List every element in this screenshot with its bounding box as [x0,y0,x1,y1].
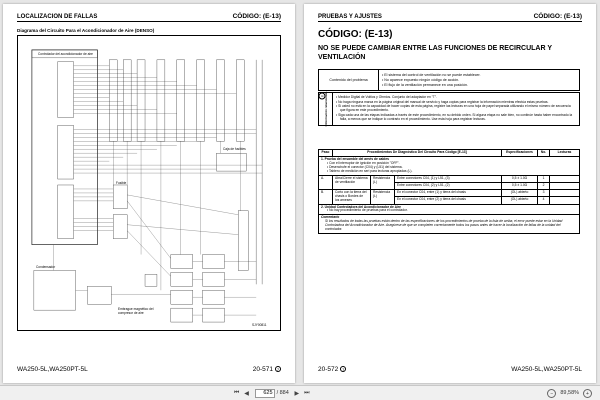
info-icon: i [319,93,326,100]
cell-spec: 0,5 ± 1.0Ω [502,175,538,182]
table-row [319,156,580,175]
table-row [319,215,580,234]
page-left [3,4,295,383]
cell-proc: Abra/Cierre el sistema de ventilación [333,175,371,189]
cell-no: 3 [538,189,550,196]
comment-cell [319,215,580,234]
cell-sub: Resistencia (L) [371,175,395,189]
header-code: CÓDIGO: (E-13) [232,13,281,20]
clutch-label: Embrague magnético del compresor de aire [118,307,154,315]
revision-mark-icon: 7 [276,367,280,373]
step-item: • No hay procedimiento de pruebas para el controlador. [327,208,408,213]
cell-detail: En el conector C04, entre (1) y tierra del chasis [395,189,502,196]
col-header: Procedimientos De Diagnóstico Del Circuito Para Código [E-13] [333,150,502,157]
cell-reading[interactable] [550,182,580,189]
zoom-level[interactable]: 89,58% [560,390,580,396]
problem-item: • No aparece expuesto ningún código de acción. [382,78,460,82]
step1-cell [319,156,580,175]
table-row [319,204,580,215]
info-item: • Si usted no está en la capacidad de hacer copias de esta página, registre las lecturas en una hoja de papel separada utilizando el mismo número de secuencia que figura en este procedimiento. [336,104,571,113]
zoom-out-icon[interactable]: − [547,389,556,398]
step2-cell [319,204,580,215]
footer-page-text: 20-572 [318,366,339,373]
header-section: LOCALIZACION DE FALLAS [17,14,98,20]
info-item: • Medidor Digital de Voltios y Ohmios. Conjunto del adaptador en "T". [336,94,437,99]
problem-items [379,70,579,90]
footer-page-number [318,366,346,373]
next-page-button[interactable]: ▶ [294,390,300,397]
cell-spec: 0,5 ± 1.0Ω [502,182,538,189]
zoom-in-icon[interactable]: + [583,389,592,398]
footer-page-number [253,366,281,373]
prev-page-button[interactable]: ◀ [244,390,249,397]
step-item: • Con el interruptor de ignición en posición "OFF". [327,160,400,165]
page-right [304,4,596,383]
page-header [17,12,281,22]
info-table [318,92,580,126]
info-side-label: Información relacionada [323,91,328,127]
controller-label: Controlador del acondicionador de aire [38,52,93,56]
last-page-button[interactable]: ⏭ [304,389,310,396]
comment-text: Si los resultados de todas las pruebas están dentro de las especificaciones de los procedimientos de prueba de la lista de arriba, el error puede estar en la Unidad Controladora del Acondicionador de Aire. Asegúrese de que se completen correctamente todos los pasos antes de hacer la localización de fallas de la unidad del controlador. [325,219,563,232]
procedure-table [318,149,580,234]
fuse-box-label: Caja de fusibles [223,147,246,151]
info-item: • No haga ninguna marca en la página original del manual de servicio y haga copias para registrar la información mientras efectúa estas pruebas. [336,99,549,104]
diagram-title: Diagrama del Circuito Para el Acondicionador de Aire (DENSO) [17,28,155,33]
table-header-row [319,150,580,157]
fault-code-title: CÓDIGO: (E-13) [318,29,393,40]
page-footer [17,366,281,373]
footer-model: WA250-5L,WA250PT-5L [511,366,582,373]
cell-reading[interactable] [550,189,580,196]
problem-table [318,69,580,91]
comment-label: Comentario [321,215,340,220]
cell-reading[interactable] [550,175,580,182]
fault-description: NO SE PUEDE CAMBIAR ENTRE LAS FUNCIONES DE RECIRCULAR Y VENTILACIÓN [318,45,552,62]
page-number-input[interactable] [255,389,275,398]
viewer-toolbar [0,385,600,400]
info-side [319,93,333,125]
info-item: • Siga cada una de las etapas indicadas a través de este procedimiento, en su debido orden. Si alguna etapa no sale bien, no continúe hasta haber encontrado la falla, a menos que se indique lo contrario en el procedimiento. Use esta hoja para registrar lecturas. [336,113,573,121]
cell-proc: Corto con la tierra del chasis o Bordes de los arneses [333,189,371,204]
col-header: Lecturas [550,150,580,157]
problem-label: Contenido del problema [319,70,379,90]
table-row [319,175,580,182]
info-items [333,93,579,125]
col-header: Paso [319,150,333,157]
step-title: 2. Unidad Controladora del Acondicionador de Aire [321,204,401,209]
problem-item: • El sistema del control de ventilación no se puede establecer. [382,73,481,77]
cell-no: 1 [538,175,550,182]
page-footer [318,366,582,373]
cell-no: 4 [538,197,550,204]
fuse-label: Fusible [116,181,127,185]
circuit-svg [18,36,280,330]
col-header: No. [538,150,550,157]
page-navigator [255,389,289,398]
condenser-label: Condensador [36,265,56,269]
page-total: / 884 [276,390,289,396]
cell-no: 2 [538,182,550,189]
first-page-button[interactable]: ⏮ [233,389,240,396]
cell-sub: Resistencia (L) [371,189,395,204]
cell-paso: B. [319,189,333,204]
step-title: 1. Prueba del ensamble del arnés de cables [321,156,389,161]
col-header: Especificaciones [502,150,538,157]
step-item: • Desenchufe el conector (C04) y (L51) del sistema. [327,164,403,169]
cell-spec: (OL) abierto [502,197,538,204]
cell-paso: A. [319,175,333,189]
header-code: CÓDIGO: (E-13) [533,13,582,20]
page-header [318,12,582,22]
step-item: • Tablero de medición en seri para lecturas apropiadas (L). [327,168,413,173]
revision-mark-icon: 7 [342,367,345,373]
cell-spec: (OL) abierto [502,189,538,196]
cell-reading[interactable] [550,197,580,204]
diagram-code: SJY00811 [252,323,267,327]
cell-detail: Entre conectores C04, (1) y L51, (3) [395,175,502,182]
circuit-diagram [17,35,281,331]
footer-model: WA250-5L,WA250PT-5L [17,366,88,373]
table-row [319,189,580,196]
footer-page-text: 20-571 [252,366,273,373]
cell-detail: En el conector C04, entre (2) y tierra del chasis [395,197,502,204]
header-section: PRUEBAS Y AJUSTES [318,14,382,20]
cell-detail: Entre conectores C04, (2) y L51, (2) [395,182,502,189]
problem-item: • El flujo de la ventilación permanece en una posición. [382,83,468,87]
